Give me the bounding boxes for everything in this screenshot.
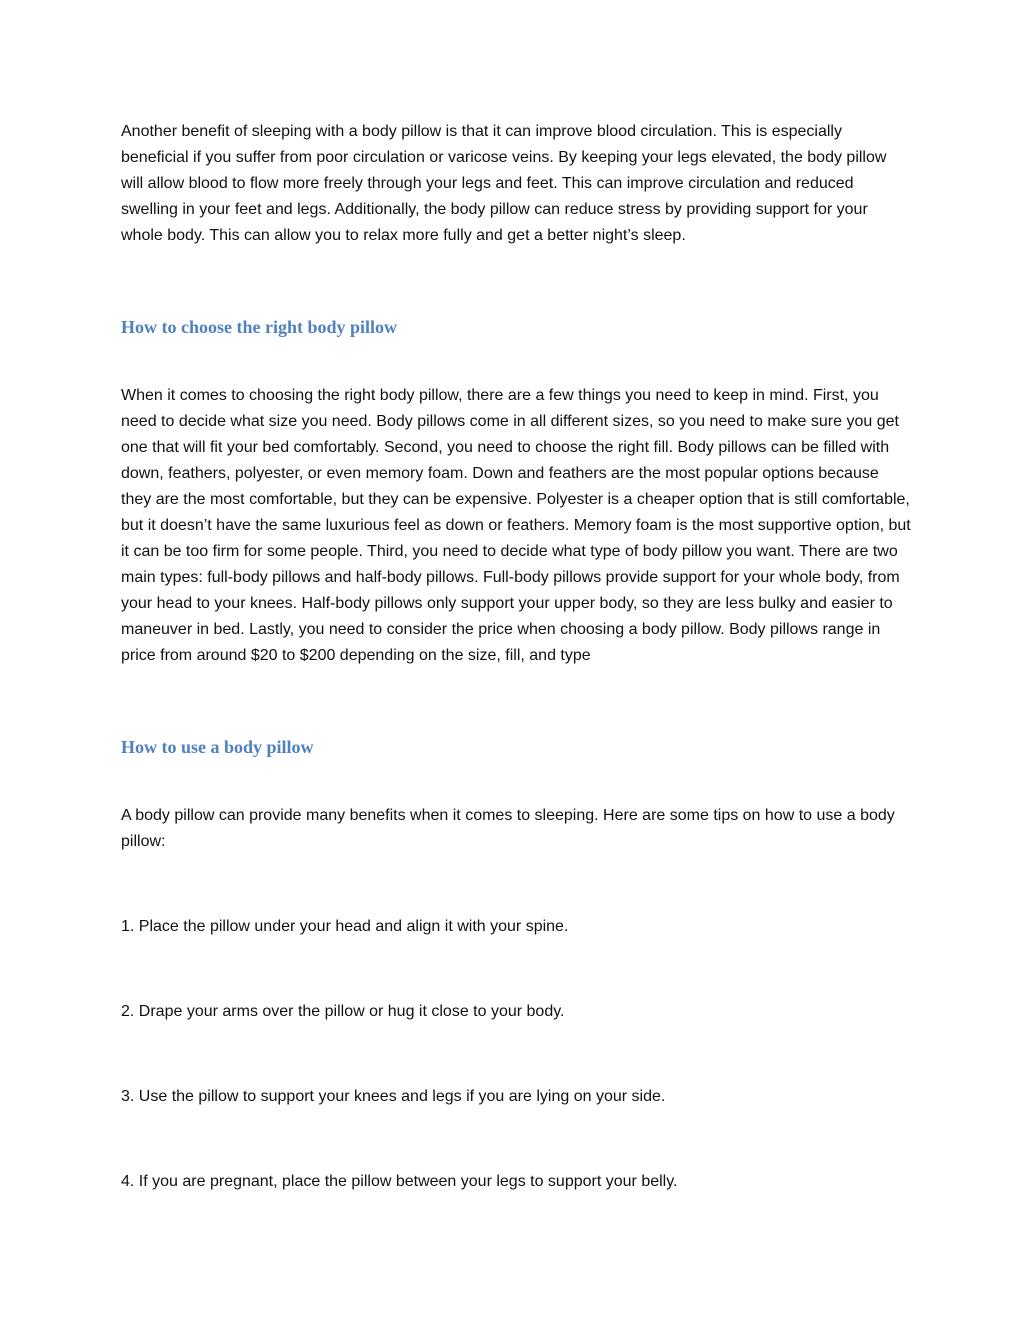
section-paragraph-choose: When it comes to choosing the right body pillow, there are a few things you need to keep in mind. First, you need to decide what size you need. Body pillows come in all different sizes, so you need to make sure you get one that will fit your bed comfortably. Second, you need to choose the right fill. Body pillows can be filled with down, feathers, polyester, or even memory foam. Down and feathers are the most popular options because they are the most comfortable, but they can be expensive. Polyester is a cheaper option that is still comfortable, but it doesn’t have the same luxurious feel as down or feathers. Memory foam is the most supportive option, but it can be too firm for some people. Third, you need to decide what type of body pillow you want. There are two main types: full-body pillows and half-body pillows. Full-body pillows provide support for your whole body, from your head to your knees. Half-body pillows only support your upper body, so they are less bulky and easier to maneuver in bed. Lastly, you need to consider the price when choosing a body pillow. Body pillows range in price from around $20 to $200 depending on the size, fill, and type [121,387,911,664]
tip-item: 2. Drape your arms over the pillow or hug it close to your body. [121,1003,565,1020]
section-heading-choose: How to choose the right body pillow [121,317,398,337]
tip-item: 4. If you are pregnant, place the pillow between your legs to support your belly. [121,1173,678,1190]
tip-item: 3. Use the pillow to support your knees and legs if you are lying on your side. [121,1088,666,1105]
intro-paragraph: Another benefit of sleeping with a body pillow is that it can improve blood circulation. This is especially beneficial if you suffer from poor circulation or varicose veins. By keeping your legs elevated, the body pillow will allow blood to flow more freely through your legs and feet. This can improve circulation and reduced swelling in your feet and legs. Additionally, the body pillow can reduce stress by providing support for your whole body. This can allow you to relax more fully and get a better night’s sleep. [121,123,887,244]
tip-item: 1. Place the pillow under your head and align it with your spine. [121,918,569,935]
section-heading-use: How to use a body pillow [121,737,314,757]
document-page [121,119,911,1195]
section-paragraph-use: A body pillow can provide many benefits when it comes to sleeping. Here are some tips on how to use a body pillow: [121,807,895,850]
tips-list [121,914,911,1195]
